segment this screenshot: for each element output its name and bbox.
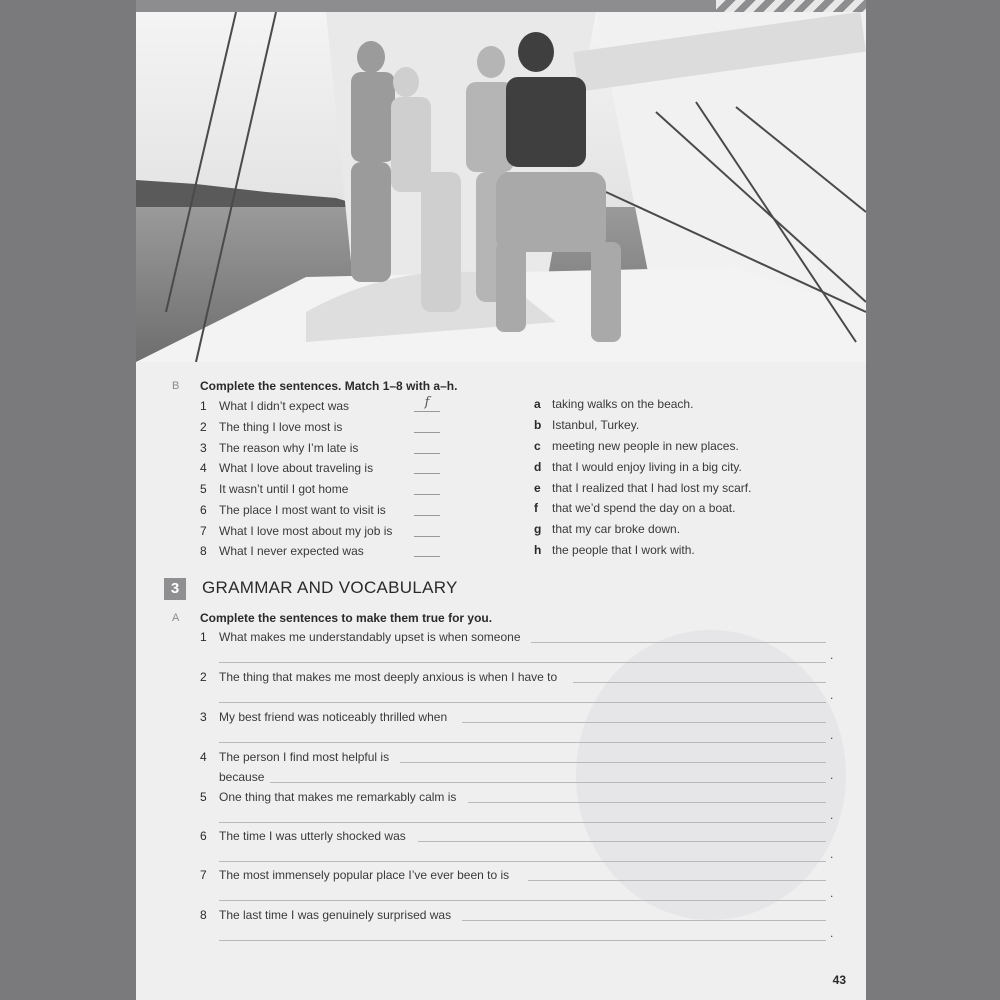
writing-item-text: What makes me understandably upset is when someone: [219, 630, 521, 644]
option-letter: f: [534, 501, 538, 515]
option-letter: d: [534, 460, 542, 474]
match-item-text: What I love about traveling is: [219, 461, 374, 475]
background-watermark-circle: [576, 630, 846, 920]
writing-item-number: 4: [200, 750, 207, 764]
match-item-text: It wasn’t until I got home: [219, 482, 349, 496]
match-item-text: The thing I love most is: [219, 420, 343, 434]
writing-item-text: The thing that makes me most deeply anxious is when I have to: [219, 670, 558, 684]
option-text: that my car broke down.: [552, 522, 681, 536]
match-item-number: 5: [200, 482, 207, 496]
writing-item-text: The last time I was genuinely surprised was: [219, 908, 452, 922]
writing-line[interactable]: [400, 762, 826, 763]
answer-blank[interactable]: [414, 556, 440, 557]
option-letter: a: [534, 397, 541, 411]
option-letter: b: [534, 418, 542, 432]
option-letter: c: [534, 439, 541, 453]
section-letter-b: B: [172, 380, 180, 392]
writing-item-text: The person I find most helpful is: [219, 750, 390, 764]
match-item-number: 6: [200, 503, 207, 517]
writing-line[interactable]: [219, 861, 826, 862]
writing-line[interactable]: [270, 782, 826, 783]
option-text: the people that I work with.: [552, 543, 695, 557]
option-text: that I realized that I had lost my scarf.: [552, 481, 752, 495]
writing-line[interactable]: [468, 802, 826, 803]
section-title: GRAMMAR AND VOCABULARY: [202, 578, 458, 597]
end-period: .: [830, 808, 834, 822]
option-letter: g: [534, 522, 542, 536]
option-text: that I would enjoy living in a big city.: [552, 460, 742, 474]
answer-blank[interactable]: [414, 515, 440, 516]
answer-blank[interactable]: [414, 411, 440, 412]
writing-item-number: 3: [200, 710, 207, 724]
writing-item-number: 8: [200, 908, 207, 922]
sailing-family-photo: [136, 12, 866, 362]
writing-line[interactable]: [531, 642, 826, 643]
end-period: .: [830, 728, 834, 742]
writing-line[interactable]: [219, 702, 826, 703]
writing-line[interactable]: [462, 722, 826, 723]
option-text: meeting new people in new places.: [552, 439, 739, 453]
writing-item-text: The time I was utterly shocked was: [219, 829, 406, 843]
end-period: .: [830, 688, 834, 702]
section-letter-a: A: [172, 612, 180, 624]
match-item-number: 3: [200, 441, 207, 455]
header-hatch-pattern: [716, 0, 866, 12]
writing-item-number: 5: [200, 790, 207, 804]
answer-blank[interactable]: [414, 494, 440, 495]
writing-line[interactable]: [462, 920, 826, 921]
answer-blank[interactable]: [414, 536, 440, 537]
workbook-page: [136, 0, 866, 1000]
header-stripe-bar: [136, 0, 866, 12]
writing-line[interactable]: [418, 841, 826, 842]
writing-item-number: 7: [200, 868, 207, 882]
end-period: .: [830, 926, 834, 940]
writing-line[interactable]: [219, 900, 826, 901]
option-text: that we’d spend the day on a boat.: [552, 501, 736, 515]
match-item-number: 1: [200, 399, 207, 413]
option-text: taking walks on the beach.: [552, 397, 694, 411]
option-letter: e: [534, 481, 541, 495]
writing-item-continuation: because: [219, 770, 265, 784]
writing-line[interactable]: [219, 662, 826, 663]
answer-blank[interactable]: [414, 473, 440, 474]
end-period: .: [830, 847, 834, 861]
match-item-number: 8: [200, 544, 207, 558]
answer-blank[interactable]: [414, 432, 440, 433]
end-period: .: [830, 886, 834, 900]
answer-value: f: [424, 395, 430, 410]
section-a-instruction: Complete the sentences to make them true for you.: [200, 611, 493, 625]
end-period: .: [830, 768, 834, 782]
writing-line[interactable]: [528, 880, 826, 881]
match-item-number: 7: [200, 524, 207, 538]
writing-line[interactable]: [573, 682, 826, 683]
match-item-text: What I never expected was: [219, 544, 364, 558]
writing-item-number: 6: [200, 829, 207, 843]
writing-item-text: My best friend was noticeably thrilled when: [219, 710, 448, 724]
page-number: 43: [832, 973, 846, 987]
match-item-number: 2: [200, 420, 207, 434]
writing-item-text: One thing that makes me remarkably calm is: [219, 790, 457, 804]
match-item-text: The reason why I’m late is: [219, 441, 359, 455]
end-period: .: [830, 648, 834, 662]
writing-line[interactable]: [219, 742, 826, 743]
writing-item-text: The most immensely popular place I’ve ever been to is: [219, 868, 510, 882]
match-item-text: The place I most want to visit is: [219, 503, 386, 517]
writing-line[interactable]: [219, 822, 826, 823]
match-item-text: What I love most about my job is: [219, 524, 393, 538]
match-item-text: What I didn’t expect was: [219, 399, 350, 413]
match-item-number: 4: [200, 461, 207, 475]
section-number-badge: 3: [164, 578, 186, 600]
answer-blank[interactable]: [414, 453, 440, 454]
option-text: Istanbul, Turkey.: [552, 418, 640, 432]
option-letter: h: [534, 543, 542, 557]
writing-item-number: 2: [200, 670, 207, 684]
writing-line[interactable]: [219, 940, 826, 941]
writing-item-number: 1: [200, 630, 207, 644]
section-b-instruction: Complete the sentences. Match 1–8 with a–h.: [200, 379, 458, 393]
